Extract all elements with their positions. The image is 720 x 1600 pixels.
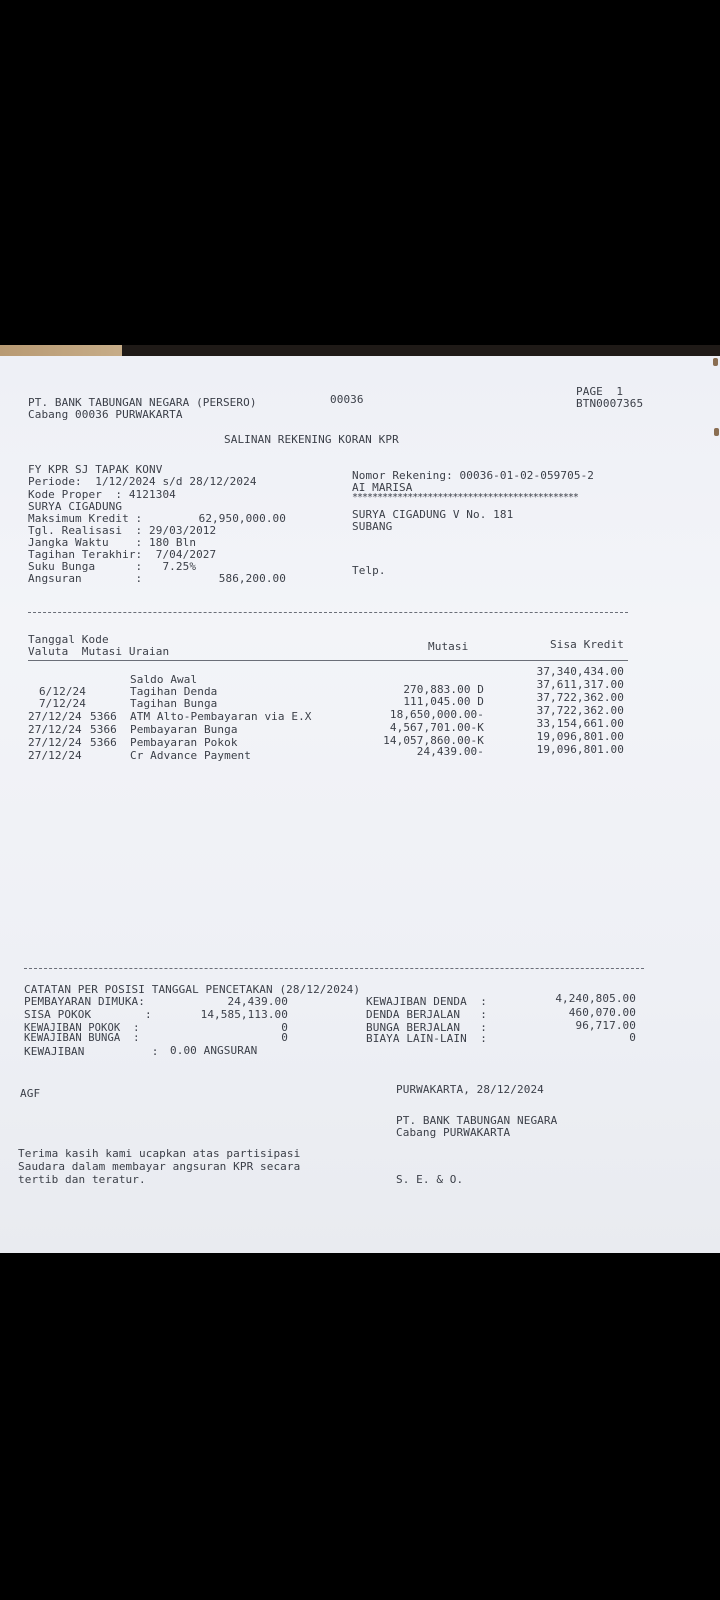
sign-branch: Cabang PURWAKARTA	[396, 1126, 511, 1139]
summary-value: 96,717.00	[575, 1019, 636, 1032]
row-mutasi: 4,567,701.00-K	[389, 721, 484, 734]
row-sisa: 37,611,317.00	[536, 678, 624, 691]
bank-name: PT. BANK TABUNGAN NEGARA (PERSERO)	[28, 396, 257, 409]
col-header-mutasi: Mutasi	[428, 640, 469, 653]
sign-bank: PT. BANK TABUNGAN NEGARA	[396, 1114, 558, 1127]
row-date: 27/12/24	[28, 723, 82, 736]
thanks-line-2: Saudara dalam membayar angsuran KPR secara	[18, 1160, 301, 1173]
table-header-line2: Valuta Mutasi Uraian	[28, 645, 170, 658]
summary-label: BUNGA BERJALAN :	[366, 1021, 488, 1034]
summary-value: 14,585,113.00	[200, 1008, 288, 1021]
row-sisa: 37,722,362.00	[536, 704, 624, 717]
row-date: 27/12/24	[28, 749, 82, 762]
table-header-line1: Tanggal Kode	[28, 633, 109, 646]
angsuran-value: 586,200.00	[218, 572, 286, 585]
row-desc: Pembayaran Bunga	[130, 723, 238, 736]
row-code: 5366	[90, 723, 117, 736]
photo-background-bottom	[0, 1253, 720, 1600]
summary-label: DENDA BERJALAN :	[366, 1008, 488, 1021]
row-date: 27/12/24	[28, 710, 82, 723]
row-date: 27/12/24	[28, 736, 82, 749]
row-code: 5366	[90, 710, 117, 723]
kewajiban-label: KEWAJIBAN :	[24, 1045, 159, 1058]
telp-label: Telp.	[352, 564, 386, 577]
thanks-line-3: tertib dan teratur.	[18, 1173, 146, 1186]
kewajiban-value: 0.00 ANGSURAN	[170, 1044, 258, 1057]
table-header-rule	[28, 660, 628, 661]
seo-note: S. E. & O.	[396, 1173, 464, 1186]
summary-title: CATATAN PER POSISI TANGGAL PENCETAKAN (28/12/2024)	[24, 983, 361, 996]
summary-label: KEWAJIBAN POKOK :	[24, 1022, 140, 1034]
divider	[28, 612, 628, 613]
summary-value: 0	[281, 1021, 288, 1034]
row-desc: ATM Alto-Pembayaran via E.X	[130, 710, 312, 723]
project-name: SURYA CIGADUNG	[28, 500, 123, 513]
row-sisa: 37,340,434.00	[536, 665, 624, 678]
row-sisa: 33,154,661.00	[536, 717, 624, 730]
alamat-line-1: SURYA CIGADUNG V No. 181	[352, 508, 514, 521]
col-header-sisa: Sisa Kredit	[550, 638, 624, 651]
row-desc: Pembayaran Pokok	[130, 736, 238, 749]
summary-value: 0	[629, 1031, 636, 1044]
statement-paper	[0, 356, 720, 1253]
summary-value: 460,070.00	[568, 1006, 636, 1019]
row-date: 7/12/24	[38, 697, 86, 710]
thanks-line-1: Terima kasih kami ucapkan atas partisipasi	[18, 1147, 301, 1160]
row-mutasi: 270,883.00 D	[403, 683, 484, 696]
summary-label: SISA POKOK :	[24, 1008, 152, 1021]
edge-mark	[714, 428, 719, 436]
customer-name: AI MARISA	[352, 481, 413, 494]
document-title: SALINAN REKENING KORAN KPR	[224, 433, 399, 446]
page-number: PAGE 1	[576, 385, 624, 398]
row-mutasi: 18,650,000.00-	[389, 708, 484, 721]
tgl-realisasi: Tgl. Realisasi : 29/03/2012	[28, 524, 217, 537]
branch-name: Cabang 00036 PURWAKARTA	[28, 408, 183, 421]
summary-label: KEWAJIBAN DENDA :	[366, 995, 488, 1008]
row-mutasi: 14,057,860.00-K	[383, 734, 484, 747]
alamat-line-2: SUBANG	[352, 520, 393, 533]
row-date: 6/12/24	[38, 685, 86, 698]
edge-mark	[713, 358, 718, 366]
summary-value: 4,240,805.00	[555, 992, 636, 1005]
summary-label: PEMBAYARAN DIMUKA:	[24, 995, 146, 1008]
row-desc: Cr Advance Payment	[130, 749, 252, 762]
kode-proper: Kode Proper : 4121304	[28, 488, 176, 501]
agf-code: AGF	[20, 1087, 41, 1100]
row-code: 5366	[90, 736, 117, 749]
row-sisa: 19,096,801.00	[536, 730, 624, 743]
jangka-waktu: Jangka Waktu : 180 Bln	[28, 536, 197, 549]
summary-label: KEWAJIBAN BUNGA :	[24, 1032, 140, 1044]
doc-code: BTN0007365	[576, 397, 644, 410]
divider	[24, 968, 644, 969]
nomor-rekening: Nomor Rekening: 00036-01-02-059705-2	[352, 469, 595, 482]
row-desc: Tagihan Denda	[130, 685, 218, 698]
periode: Periode: 1/12/2024 s/d 28/12/2024	[28, 475, 257, 488]
product-name: FY KPR SJ TAPAK KONV	[28, 463, 163, 476]
angsuran-label: Angsuran :	[28, 572, 143, 585]
row-desc: Tagihan Bunga	[130, 697, 218, 710]
suku-bunga: Suku Bunga : 7.25%	[28, 560, 197, 573]
row-sisa: 19,096,801.00	[536, 743, 624, 756]
branch-code: 00036	[330, 393, 364, 406]
row-mutasi: 24,439.00-	[416, 745, 484, 758]
maks-kredit-label: Maksimum Kredit :	[28, 512, 143, 525]
row-desc: Saldo Awal	[130, 673, 198, 686]
summary-value: 24,439.00	[227, 995, 288, 1008]
place-date: PURWAKARTA, 28/12/2024	[396, 1083, 544, 1096]
row-sisa: 37,722,362.00	[536, 691, 624, 704]
photo-background-top	[0, 0, 720, 345]
row-mutasi: 111,045.00 D	[403, 695, 484, 708]
summary-label: BIAYA LAIN-LAIN :	[366, 1032, 488, 1045]
summary-value: 0	[281, 1031, 288, 1044]
maks-kredit-value: 62,950,000.00	[198, 512, 286, 525]
tagihan-terakhir: Tagihan Terakhir: 7/04/2027	[28, 548, 217, 561]
star-separator: *********************************************	[352, 492, 578, 503]
